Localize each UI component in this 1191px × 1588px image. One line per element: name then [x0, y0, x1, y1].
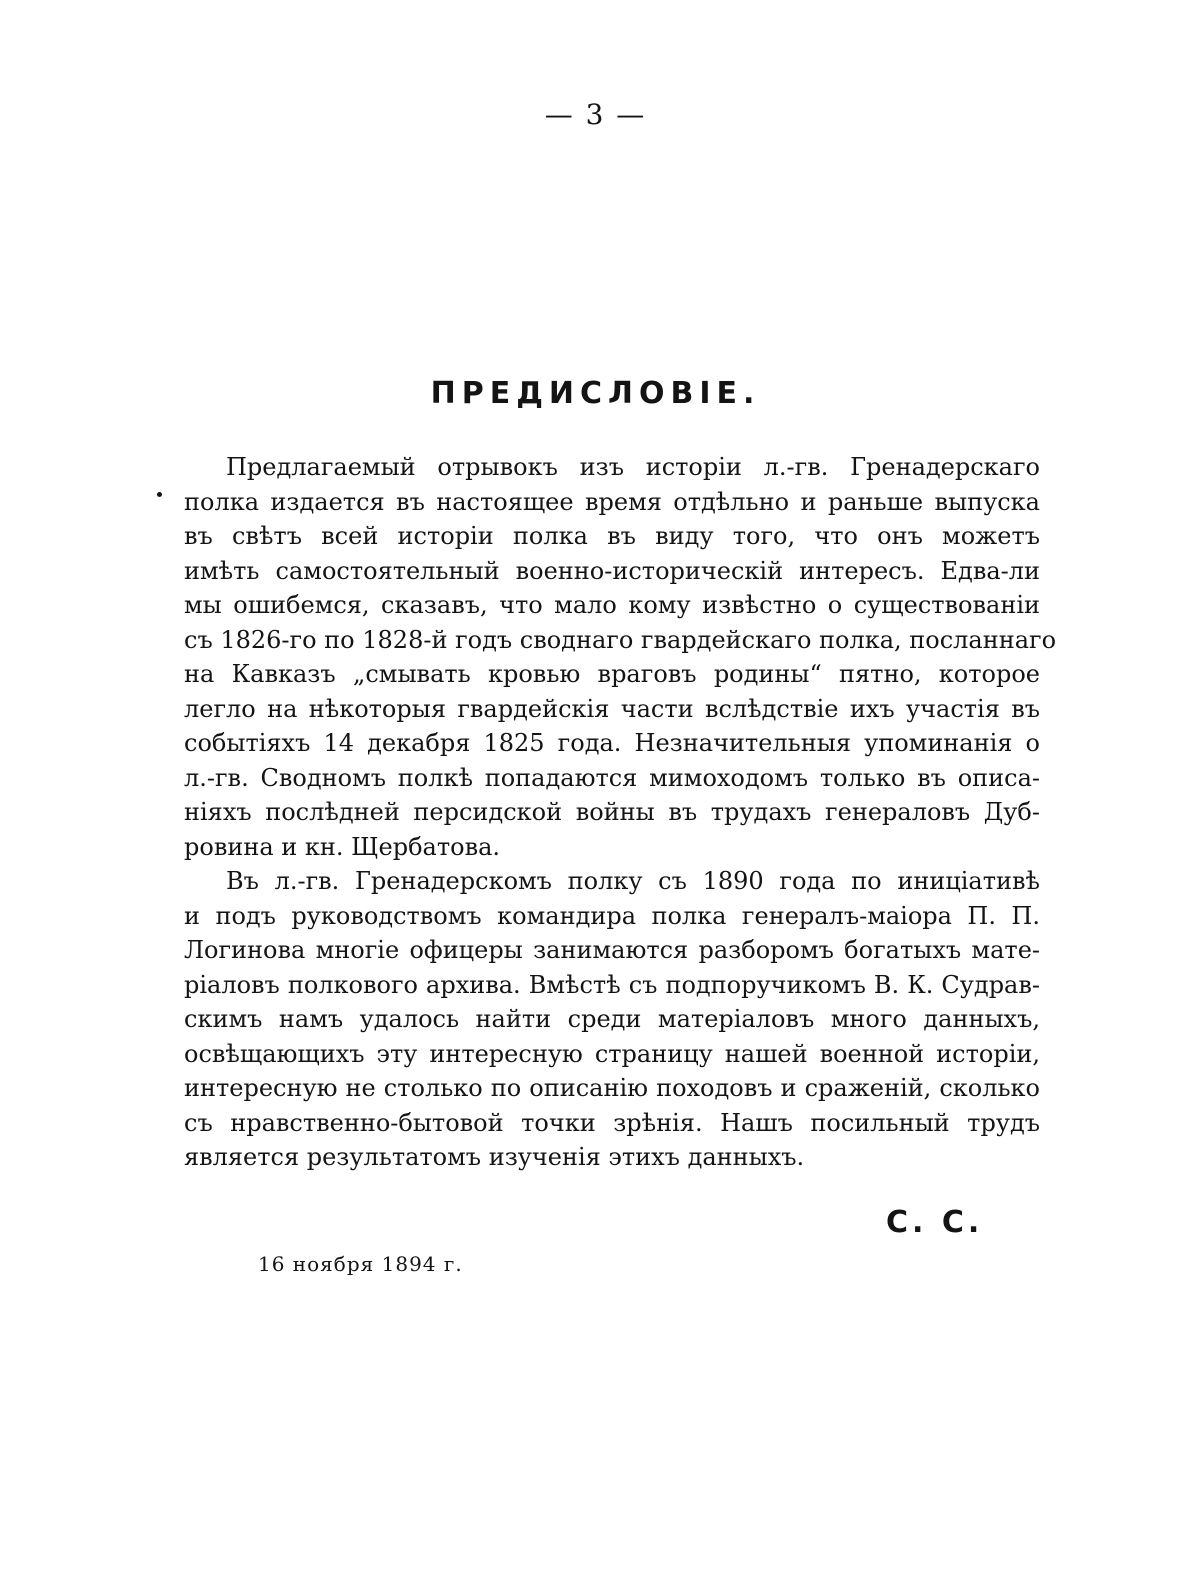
text-line: въ свѣтъ всей исторіи полка въ виду того, что онъ можетъ	[184, 522, 1040, 550]
text-line: является результатомъ изученія этихъ данныхъ.	[184, 1143, 805, 1171]
text-line: и подъ руководствомъ командира полка генералъ-маіора П. П.	[184, 901, 1040, 930]
page-number: — 3 —	[544, 98, 647, 131]
text-line: Въ л.-гв. Гренадерскомъ полку съ 1890 года по иниціативѣ	[226, 867, 1040, 895]
text-line: имѣть самостоятельный военно-историческій интересъ. Едва-ли	[184, 556, 1040, 585]
text-line: легло на нѣкоторыя гвардейскія части вслѣдствіе ихъ участія въ	[184, 694, 1040, 723]
text-line: скимъ намъ удалось найти среди матеріаловъ много данныхъ,	[184, 1005, 1040, 1033]
text-line: ровина и кн. Щербатова.	[184, 832, 501, 861]
date: 16 ноября 1894 г.	[258, 1252, 463, 1276]
heading: ПРЕДИСЛОВІЕ.	[430, 376, 761, 411]
text-line: ріаловъ полкового архива. Вмѣстѣ съ подпоручикомъ В. К. Судрав-	[184, 970, 1040, 999]
text-line: событіяхъ 14 декабря 1825 года. Незначительныя упоминанія о	[184, 729, 1040, 757]
text-line: мы ошибемся, сказавъ, что мало кому извѣстно о существованіи	[184, 591, 1040, 619]
margin-mark	[157, 492, 162, 497]
text-line: л.-гв. Сводномъ полкѣ попадаются мимоходомъ только въ описа-	[184, 763, 1040, 792]
text-line: освѣщающихъ эту интересную страницу нашей военной исторіи,	[184, 1039, 1040, 1068]
signature: С. С.	[886, 1205, 984, 1240]
body-text	[184, 450, 1057, 1175]
text-line: Логинова многіе офицеры занимаются разборомъ богатыхъ мате-	[184, 936, 1040, 964]
text-line: интересную не столько по описанію походовъ и сраженій, сколько	[184, 1074, 1040, 1102]
text-line: ніяхъ послѣдней персидской войны въ трудахъ генераловъ Дуб-	[184, 798, 1040, 826]
text-line: съ 1826-го по 1828-й годъ своднаго гвардейскаго полка, посланнаго	[184, 625, 1057, 654]
text-line: Предлагаемый отрывокъ изъ исторіи л.-гв. Гренадерскаго	[226, 453, 1040, 481]
text-line: на Кавказъ „смывать кровью враговъ родины“ пятно, которое	[184, 660, 1040, 688]
text-line: съ нравственно-бытовой точки зрѣнія. Нашъ посильный трудъ	[184, 1108, 1040, 1137]
text-line: полка издается въ настоящее время отдѣльно и раньше выпуска	[184, 487, 1040, 516]
